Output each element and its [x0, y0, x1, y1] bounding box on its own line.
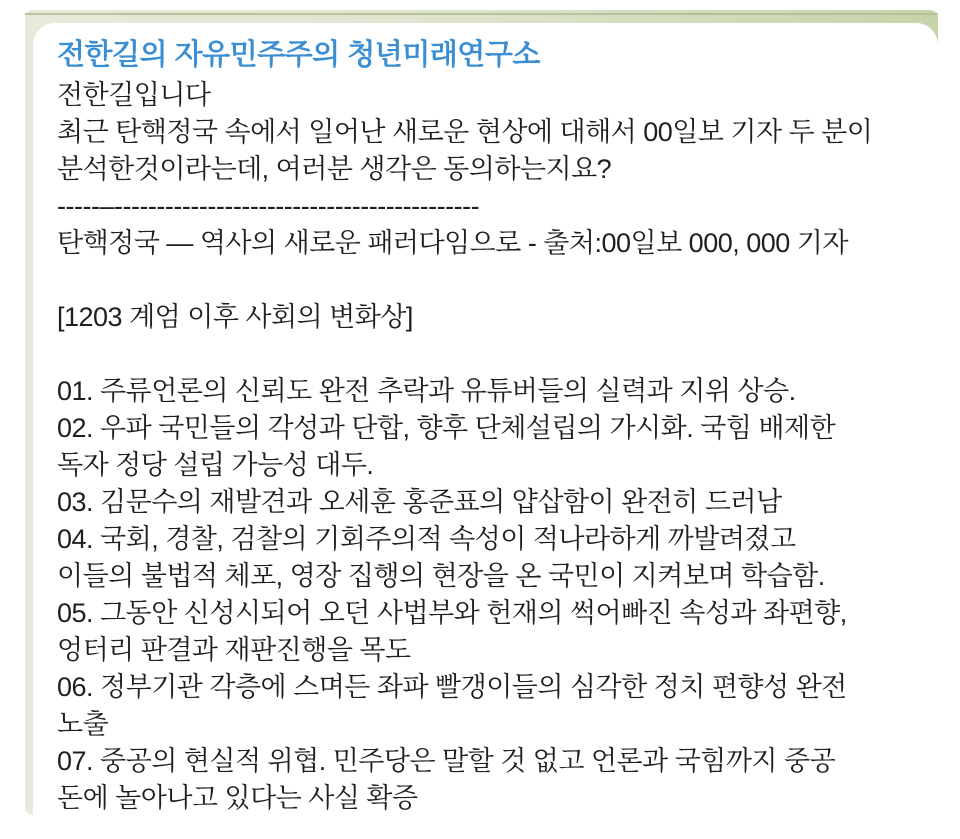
message-line: 04. 국회, 경찰, 검찰의 기회주의적 속성이 적나라하게 까발려졌고	[57, 524, 796, 554]
background-divider-line	[25, 13, 938, 15]
message-line: -----–-------------------------------------------	[57, 191, 480, 221]
message-line: 01. 주류언론의 신뢰도 완전 추락과 유튜버들의 실력과 지위 상승.	[57, 376, 796, 406]
chat-background	[25, 10, 938, 815]
message-line: 03. 김문수의 재발견과 오세훈 홍준표의 얍삽함이 완전히 드러남	[57, 487, 782, 517]
message-line: 노출	[57, 709, 109, 739]
message-line: 02. 우파 국민들의 각성과 단합, 향후 단체설립의 가시화. 국힘 배제한	[57, 413, 836, 443]
message-line: 이들의 불법적 체포, 영장 집행의 현장을 온 국민이 지켜보며 학습함.	[57, 561, 825, 591]
message-line: 분석한것이라는데, 여러분 생각은 동의하는지요?	[57, 154, 612, 184]
message-line: [1203 계엄 이후 사회의 변화상]	[57, 302, 413, 332]
message-body	[57, 77, 922, 817]
message-line: 전한길입니다	[57, 80, 211, 110]
message-line: 06. 정부기관 각층에 스며든 좌파 빨갱이들의 심각한 정치 편향성 완전	[57, 672, 847, 702]
message-bubble	[33, 23, 938, 839]
message-line: 독자 정당 설립 가능성 대두.	[57, 450, 374, 480]
message-line	[57, 262, 922, 299]
message-line: 엉터리 판결과 재판진행을 목도	[57, 635, 411, 665]
message-line: 최근 탄핵정국 속에서 일어난 새로운 현상에 대해서 00일보 기자 두 분이	[57, 117, 873, 147]
message-line: 05. 그동안 신성시되어 오던 사법부와 헌재의 썩어빠진 속성과 좌편향,	[57, 598, 847, 628]
message-line	[57, 336, 922, 373]
message-line: 탄핵정국 — 역사의 새로운 패러다임으로 - 출처:00일보 000, 000 기자	[57, 228, 848, 258]
message-line: 돈에 놀아나고 있다는 사실 확증	[57, 783, 418, 813]
message-line: 07. 중공의 현실적 위협. 민주당은 말할 것 없고 언론과 국힘까지 중공	[57, 746, 836, 776]
channel-sender-name[interactable]: 전한길의 자유민주주의 청년미래연구소	[57, 39, 540, 71]
